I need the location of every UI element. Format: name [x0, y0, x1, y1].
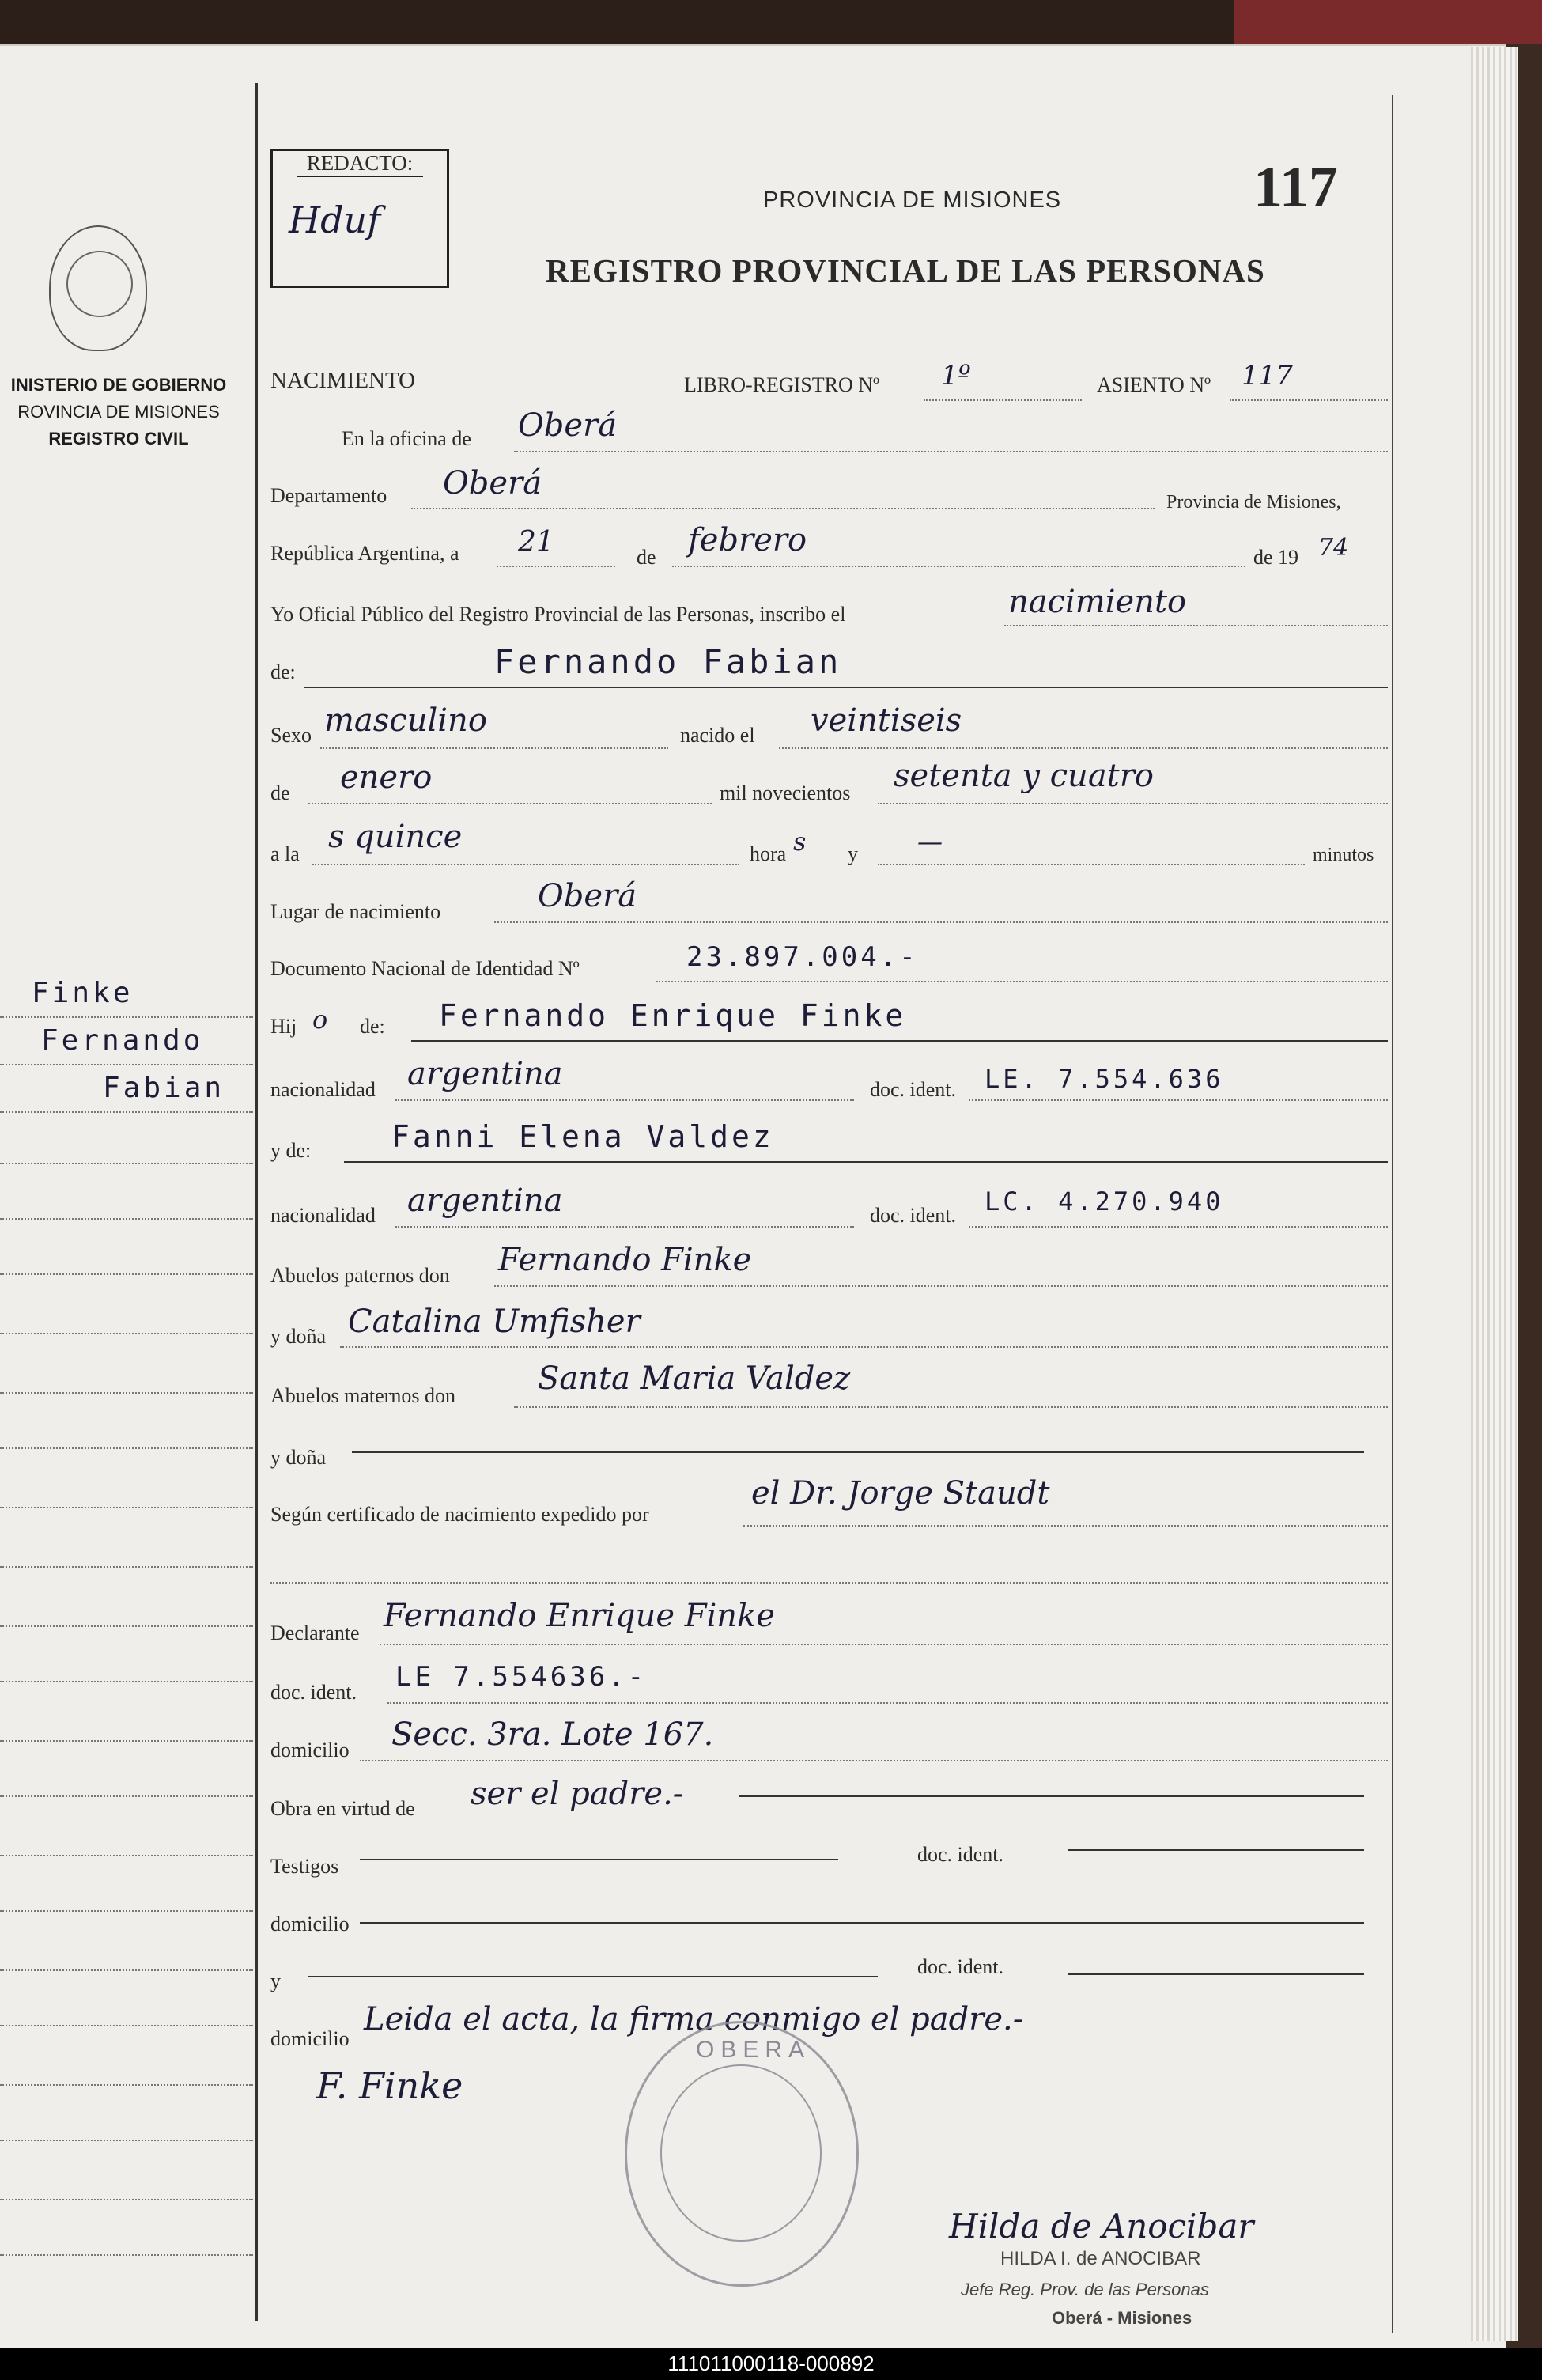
nacionalidad-padre-value: argentina: [407, 1056, 563, 1092]
minutos-value: —: [917, 827, 943, 857]
doc-testigo1-line: [1068, 1849, 1364, 1851]
declarante-label: Declarante: [270, 1621, 360, 1644]
doc-testigo2-label: doc. ident.: [917, 1955, 1004, 1978]
child-name-value: Fernando Fabian: [494, 642, 842, 681]
libro-value: 1º: [941, 360, 971, 392]
redacto-label: REDACTO:: [297, 151, 423, 177]
margin-rule: [0, 1064, 253, 1065]
margin-rule: [0, 1447, 253, 1449]
mes-line: [672, 566, 1245, 567]
hora-label: hora: [750, 842, 787, 865]
anio-value: 74: [1318, 534, 1349, 562]
domicilio-final-label: domicilio: [270, 2027, 350, 2050]
margin-rule: [0, 2084, 253, 2086]
libro-line: [924, 399, 1082, 401]
doc-testigo1-label: doc. ident.: [917, 1843, 1004, 1866]
nacionalidad-madre-value: argentina: [407, 1182, 563, 1219]
margin-rule: [0, 1333, 253, 1334]
oficina-line: [514, 451, 1388, 452]
sexo-line: [320, 747, 668, 749]
departamento-label: Departamento: [270, 484, 387, 507]
margin-surname: Finke: [32, 977, 134, 1009]
domicilio-declarante-value: Secc. 3ra. Lote 167.: [391, 1716, 714, 1753]
seal-emblem: [66, 251, 133, 317]
sexo-value: masculino: [324, 702, 487, 739]
margin-rule: [0, 1681, 253, 1682]
minutos-line: [878, 864, 1305, 865]
doc-madre-label: doc. ident.: [870, 1204, 957, 1227]
hora-line: [312, 864, 739, 865]
doc-padre-label: doc. ident.: [870, 1078, 957, 1101]
book-cover-corner: [1234, 0, 1542, 44]
official-signature: Hilda de Anocibar: [949, 2207, 1254, 2246]
margin-rule: [0, 1740, 253, 1742]
province-heading: PROVINCIA DE MISIONES: [763, 187, 1062, 213]
hijo-de-label: de:: [360, 1015, 385, 1038]
de-colon-label: de:: [270, 660, 296, 683]
margin-rule: [0, 1969, 253, 1971]
ministry-line-1: INISTERIO DE GOBIERNO: [10, 375, 227, 395]
nacido-label: nacido el: [680, 724, 755, 747]
libro-label: LIBRO-REGISTRO Nº: [684, 373, 880, 396]
official-name: HILDA I. de ANOCIBAR: [1000, 2248, 1201, 2269]
coat-of-arms-seal: [49, 225, 147, 351]
abuelo-paterno-line: [494, 1285, 1388, 1287]
margin-rule: [0, 1273, 253, 1275]
y-label: y: [848, 842, 858, 865]
domicilio-declarante-line: [360, 1760, 1388, 1761]
margin-rule: [0, 1795, 253, 1797]
nacionalidad-padre-label: nacionalidad: [270, 1078, 376, 1101]
doc-padre-value: LE. 7.554.636: [985, 1064, 1224, 1094]
mother-name-value: Fanni Elena Valdez: [391, 1119, 774, 1154]
asiento-line: [1230, 399, 1388, 401]
domicilio-testigo-label: domicilio: [270, 1913, 350, 1935]
margin-middlename: Fabian: [103, 1072, 225, 1104]
margin-rule: [0, 1910, 253, 1912]
dni-label: Documento Nacional de Identidad Nº: [270, 957, 580, 980]
margin-rule: [0, 2199, 253, 2200]
doc-padre-line: [969, 1099, 1388, 1101]
doc-declarante-label: doc. ident.: [270, 1681, 357, 1704]
domicilio-testigo-line: [360, 1922, 1364, 1924]
birth-year-value: setenta y cuatro: [894, 758, 1154, 794]
testigos-label: Testigos: [270, 1855, 339, 1878]
redacto-box: [270, 149, 449, 288]
obra-line: [739, 1795, 1364, 1797]
margin-rule: [0, 1855, 253, 1856]
obra-value: ser el padre.-: [471, 1776, 684, 1812]
margin-divider: [255, 83, 258, 2321]
declarante-line: [380, 1644, 1388, 1645]
de-label: de: [637, 546, 656, 569]
mother-name-line: [344, 1161, 1388, 1163]
segun-line-2: [270, 1582, 1388, 1584]
official-location: Oberá - Misiones: [1052, 2308, 1192, 2328]
testigo2-line: [308, 1976, 878, 1977]
asiento-value: 117: [1242, 360, 1293, 392]
anio-label: de 19: [1253, 546, 1299, 569]
margin-rule: [0, 1016, 253, 1018]
nacionalidad-madre-line: [395, 1226, 854, 1228]
dia-line: [497, 566, 615, 567]
y2-label: y: [270, 1969, 281, 1992]
abuela-materna-line: [352, 1451, 1364, 1453]
stamp-text: OBERA: [696, 2037, 811, 2063]
margin-rule: [0, 1218, 253, 1220]
segun-label: Según certificado de nacimiento expedido por: [270, 1503, 649, 1526]
nacido-line: [779, 747, 1388, 749]
margin-rule: [0, 1163, 253, 1164]
margin-rule: [0, 2254, 253, 2256]
abuelos-maternos-label: Abuelos maternos don: [270, 1384, 455, 1407]
y-dona-paterna-label: y doña: [270, 1325, 327, 1348]
margin-rule: [0, 2025, 253, 2026]
margin-rule: [0, 1392, 253, 1394]
segun-line: [743, 1525, 1388, 1527]
child-name-line: [304, 687, 1388, 688]
inscribo-value: nacimiento: [1008, 584, 1187, 620]
nacionalidad-madre-label: nacionalidad: [270, 1204, 376, 1227]
birth-year-line: [878, 803, 1388, 804]
lugar-label: Lugar de nacimiento: [270, 900, 441, 923]
obra-label: Obra en virtud de: [270, 1797, 415, 1820]
dni-line: [656, 981, 1388, 982]
record-type-label: NACIMIENTO: [270, 368, 416, 393]
official-title: Jefe Reg. Prov. de las Personas: [961, 2280, 1209, 2299]
hijo-suffix: o: [312, 1005, 328, 1035]
hijo-label: Hij: [270, 1015, 297, 1038]
provincia-label: Provincia de Misiones,: [1166, 492, 1341, 513]
abuelo-paterno-value: Fernando Finke: [498, 1242, 752, 1278]
margin-rule: [0, 1566, 253, 1568]
doc-testigo2-line: [1068, 1973, 1364, 1975]
oficial-text: Yo Oficial Público del Registro Provincial de las Personas, inscribo el: [270, 603, 846, 626]
registry-title: REGISTRO PROVINCIAL DE LAS PERSONAS: [546, 252, 1265, 289]
mil-label: mil novecientos: [720, 781, 851, 804]
nacido-value: veintiseis: [811, 702, 962, 739]
ministry-line-2: ROVINCIA DE MISIONES: [17, 402, 220, 422]
abuelo-materno-line: [514, 1406, 1388, 1408]
doc-madre-line: [969, 1226, 1388, 1228]
domicilio-declarante-label: domicilio: [270, 1739, 350, 1761]
lugar-value: Oberá: [538, 878, 637, 914]
page-edges: [1471, 47, 1518, 2341]
segun-value: el Dr. Jorge Staudt: [751, 1475, 1050, 1512]
dia-value: 21: [518, 526, 554, 558]
departamento-value: Oberá: [443, 465, 542, 501]
margin-rule: [0, 1507, 253, 1508]
abuela-paterna-value: Catalina Umfisher: [348, 1304, 641, 1340]
ala-label: a la: [270, 842, 300, 865]
doc-madre-value: LC. 4.270.940: [985, 1186, 1224, 1216]
oficina-label: En la oficina de: [342, 427, 471, 450]
page-number: 117: [1253, 155, 1338, 220]
lugar-line: [494, 921, 1388, 923]
asiento-label: ASIENTO Nº: [1097, 373, 1211, 396]
de2-label: de: [270, 781, 290, 804]
hora-value: s quince: [328, 819, 463, 855]
margin-firstname: Fernando: [41, 1024, 204, 1057]
father-name-value: Fernando Enrique Finke: [439, 998, 907, 1033]
redacto-signature: Hduf: [289, 199, 381, 241]
domicilio-final-value: Leida el acta, la firma conmigo el padre.-: [364, 2001, 1024, 2038]
birth-month-value: enero: [340, 759, 433, 796]
ministry-line-3: REGISTRO CIVIL: [48, 429, 189, 448]
declarant-signature: F. Finke: [316, 2064, 463, 2107]
abuelo-materno-value: Santa Maria Valdez: [538, 1360, 851, 1397]
ministry-heading: [0, 372, 237, 452]
abuela-paterna-line: [340, 1346, 1388, 1348]
document-id-footer: 111011000118-000892: [0, 2348, 1542, 2380]
margin-rule: [0, 1625, 253, 1627]
minutos-label: minutos: [1313, 845, 1374, 865]
inscribo-line: [1004, 625, 1388, 626]
declarante-value: Fernando Enrique Finke: [384, 1598, 775, 1634]
margin-rule: [0, 2140, 253, 2141]
doc-declarante-line: [387, 1702, 1388, 1704]
hora-plural: s: [793, 827, 807, 857]
father-name-line: [411, 1040, 1388, 1042]
right-border: [1392, 95, 1393, 2333]
mes-value: febrero: [688, 522, 807, 558]
abuelos-paternos-label: Abuelos paternos don: [270, 1264, 450, 1287]
birth-month-line: [308, 803, 712, 804]
doc-declarante-value: LE 7.554636.-: [395, 1661, 648, 1693]
dni-value: 23.897.004.-: [686, 941, 919, 973]
margin-rule: [0, 1111, 253, 1113]
departamento-line: [411, 508, 1155, 509]
y-dona-materna-label: y doña: [270, 1446, 327, 1469]
official-stamp-inner: [660, 2064, 822, 2242]
sexo-label: Sexo: [270, 724, 312, 747]
republica-label: República Argentina, a: [270, 542, 459, 565]
testigos-line: [360, 1859, 838, 1860]
y-de-label: y de:: [270, 1139, 312, 1162]
oficina-value: Oberá: [518, 407, 618, 444]
nacionalidad-padre-line: [395, 1099, 854, 1101]
